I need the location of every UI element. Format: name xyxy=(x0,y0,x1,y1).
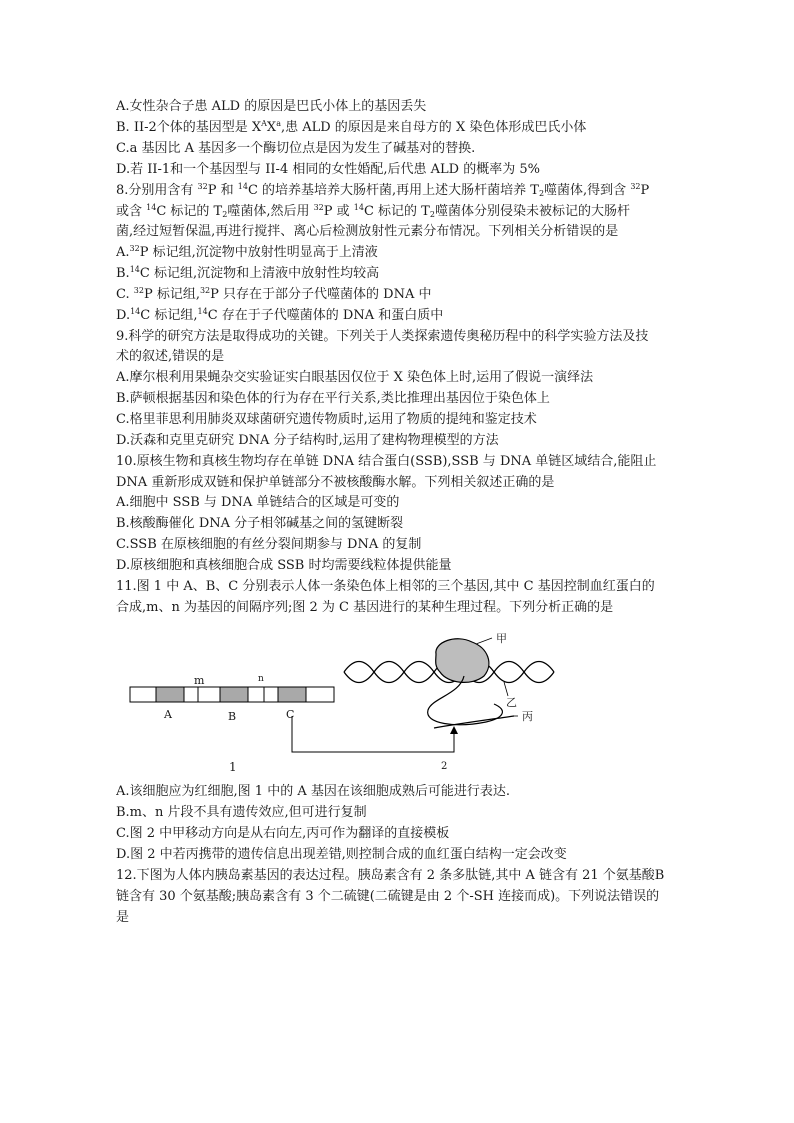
text-run: 噬菌体,得到含 xyxy=(544,183,631,198)
text-line xyxy=(116,139,682,159)
text-line xyxy=(116,845,682,865)
text-line xyxy=(116,410,682,430)
text-run: B.萨顿根据基因和染色体的行为存在平行关系,类比推理出基因位于染色体上 xyxy=(116,391,550,406)
text-line xyxy=(116,243,682,263)
text-line xyxy=(116,598,682,618)
text-run: C 的培养基培养大肠杆菌,再用上述大肠杆菌培养 T xyxy=(247,183,539,198)
text-line xyxy=(116,577,682,597)
text-run: 噬菌体分别侵染未被标记的大肠杆 xyxy=(434,204,630,219)
text-run: P 只存在于部分子代噬菌体的 DNA 中 xyxy=(210,287,432,302)
text-line xyxy=(116,452,682,472)
text-line xyxy=(116,222,682,242)
label-jia: 甲 xyxy=(496,632,507,645)
text-line xyxy=(116,782,682,802)
text-run: 菌,经过短暂保温,再进行搅拌、离心后检测放射性元素分布情况。下列相关分析错误的是 xyxy=(116,224,619,239)
text-run: P 标记组,沉淀物中放射性明显高于上清液 xyxy=(139,245,378,260)
text-run: 12.下图为人体内胰岛素基因的表达过程。胰岛素含有 2 条多肽链,其中 A 链含有 21 个氨基酸B xyxy=(116,868,665,883)
subscript: 2 xyxy=(429,210,435,219)
text-run: P xyxy=(640,183,650,198)
label-bing: 丙 xyxy=(522,710,533,723)
text-run: D.沃森和克里克研究 DNA 分子结构时,运用了建构物理模型的方法 xyxy=(116,433,499,448)
superscript: 14 xyxy=(237,182,248,191)
superscript: 32 xyxy=(133,286,144,295)
rna-strand xyxy=(428,676,503,725)
text-run: C.图 2 中甲移动方向是从右向左,丙可作为翻译的直接模板 xyxy=(116,826,450,841)
label-gene-a: A xyxy=(164,708,172,721)
text-line xyxy=(116,160,682,180)
text-run: D. xyxy=(116,308,131,323)
text-line xyxy=(116,327,682,347)
text-line xyxy=(116,347,682,367)
text-line xyxy=(116,887,682,907)
subscript: 2 xyxy=(538,189,545,198)
text-line xyxy=(116,389,682,409)
text-run: A. xyxy=(116,245,130,260)
text-run: C.SSB 在原核细胞的有丝分裂间期参与 DNA 的复制 xyxy=(116,537,422,552)
text-line xyxy=(116,97,682,117)
text-run: B.核酸酶催化 DNA 分子相邻碱基之间的氢键断裂 xyxy=(116,516,404,531)
text-run: C 标记组, xyxy=(140,308,198,323)
text-run: X xyxy=(266,120,277,135)
caption-fig-1: 1 xyxy=(229,760,237,774)
figure-svg xyxy=(116,624,682,774)
superscript: 14 xyxy=(130,307,141,316)
text-line xyxy=(116,368,682,388)
label-gene-b: B xyxy=(228,710,237,723)
gene-c-segment xyxy=(278,687,306,702)
superscript: 14 xyxy=(146,203,157,212)
rna-strand-bing xyxy=(434,716,514,728)
text-line xyxy=(116,803,682,823)
superscript: A xyxy=(261,119,267,128)
text-run: C 标记的 T xyxy=(156,204,223,219)
text-run: B. II-2个体的基因型是 X xyxy=(116,120,262,135)
text-run: D.图 2 中若丙携带的遗传信息出现差错,则控制合成的血红蛋白结构一定会改变 xyxy=(116,847,567,862)
text-run: A.细胞中 SSB 与 DNA 单链结合的区域是可变的 xyxy=(116,495,400,510)
text-run: 9.科学的研究方法是取得成功的关键。下列关于人类探索遗传奥秘历程中的科学实验方法及技 xyxy=(116,329,649,344)
text-run: P 和 xyxy=(207,183,238,198)
superscript: a xyxy=(276,119,281,128)
text-run: A.该细胞应为红细胞,图 1 中的 A 基因在该细胞成熟后可能进行表达. xyxy=(116,784,510,799)
figure-gene-expression xyxy=(116,624,682,774)
superscript: 14 xyxy=(353,203,364,212)
superscript: 14 xyxy=(129,265,140,274)
text-run: D.原核细胞和真核细胞合成 SSB 时均需要线粒体提供能量 xyxy=(116,558,452,573)
text-run: 10.原核生物和真核生物均存在单链 DNA 结合蛋白(SSB),SSB 与 DNA 单链区域结合,能阻止 xyxy=(116,454,657,469)
enzyme-jia xyxy=(436,639,489,683)
text-line xyxy=(116,556,682,576)
text-line xyxy=(116,202,682,222)
text-line xyxy=(116,514,682,534)
text-run: 合成,m、n 为基因的间隔序列;图 2 为 C 基因进行的某种生理过程。下列分析正确的是 xyxy=(116,600,614,615)
text-line xyxy=(116,866,682,886)
arrow-head xyxy=(450,726,458,734)
gene-b-segment xyxy=(220,687,248,702)
text-run: 术的叙述,错误的是 xyxy=(116,349,225,364)
text-run: A.女性杂合子患 ALD 的原因是巴氏小体上的基因丢失 xyxy=(116,99,427,114)
superscript: 32 xyxy=(313,203,324,212)
text-run: P 或 xyxy=(323,204,354,219)
label-yi: 乙 xyxy=(506,696,517,709)
text-line xyxy=(116,535,682,555)
text-run: 8.分别用含有 xyxy=(116,183,198,198)
text-run: DNA 重新形成双链和保护单链部分不被核酸酶水解。下列相关叙述正确的是 xyxy=(116,475,555,490)
text-run: B. xyxy=(116,266,130,281)
superscript: 32 xyxy=(129,244,140,253)
text-run: C.格里菲思利用肺炎双球菌研究遗传物质时,运用了物质的提纯和鉴定技术 xyxy=(116,412,537,427)
text-run: C 存在于子代噬菌体的 DNA 和蛋白质中 xyxy=(207,308,444,323)
text-line xyxy=(116,493,682,513)
subscript: 2 xyxy=(222,210,228,219)
text-line xyxy=(116,431,682,451)
text-run: 11.图 1 中 A、B、C 分别表示人体一条染色体上相邻的三个基因,其中 C 基因控制血红蛋白的 xyxy=(116,579,655,594)
text-line xyxy=(116,306,682,326)
text-line xyxy=(116,908,682,928)
text-line xyxy=(116,285,682,305)
text-run: 或含 xyxy=(116,204,147,219)
text-run: C 标记的 T xyxy=(363,204,430,219)
text-line xyxy=(116,264,682,284)
text-run: B.m、n 片段不具有遗传效应,但可进行复制 xyxy=(116,805,367,820)
gene-a-segment xyxy=(156,687,184,702)
arrow-c-to-fig2 xyxy=(292,716,454,752)
superscript: 32 xyxy=(630,182,641,191)
text-run: C.a 基因比 A 基因多一个酶切位点是因为发生了碱基对的替换. xyxy=(116,141,476,156)
text-run: D.若 II-1和一个基因型与 II-4 相同的女性婚配,后代患 ALD 的概率为 5% xyxy=(116,162,540,177)
text-run: ,患 ALD 的原因是来自母方的 X 染色体形成巴氏小体 xyxy=(280,120,587,135)
text-run: A.摩尔根利用果蝇杂交实验证实白眼基因仅位于 X 染色体上时,运用了假说一演绎法 xyxy=(116,370,594,385)
label-gene-c: C xyxy=(286,708,295,721)
text-line xyxy=(116,824,682,844)
superscript: 14 xyxy=(197,307,208,316)
text-line xyxy=(116,118,682,138)
text-run: 链含有 30 个氨基酸;胰岛素含有 3 个二硫键(二硫键是由 2 个-SH 连接而成)。下列说法错误的 xyxy=(116,889,660,904)
text-run: C. xyxy=(116,287,134,302)
text-run: P 标记组, xyxy=(143,287,200,302)
text-line xyxy=(116,473,682,493)
label-m: m xyxy=(194,674,205,687)
superscript: 32 xyxy=(197,182,208,191)
caption-fig-2: 2 xyxy=(441,761,448,772)
text-run: 是 xyxy=(116,910,130,925)
text-run: C 标记组,沉淀物和上清液中放射性均较高 xyxy=(139,266,380,281)
superscript: 32 xyxy=(199,286,211,295)
text-line xyxy=(116,181,682,201)
text-run: 噬菌体,然后用 xyxy=(227,204,314,219)
label-n: n xyxy=(258,674,264,684)
